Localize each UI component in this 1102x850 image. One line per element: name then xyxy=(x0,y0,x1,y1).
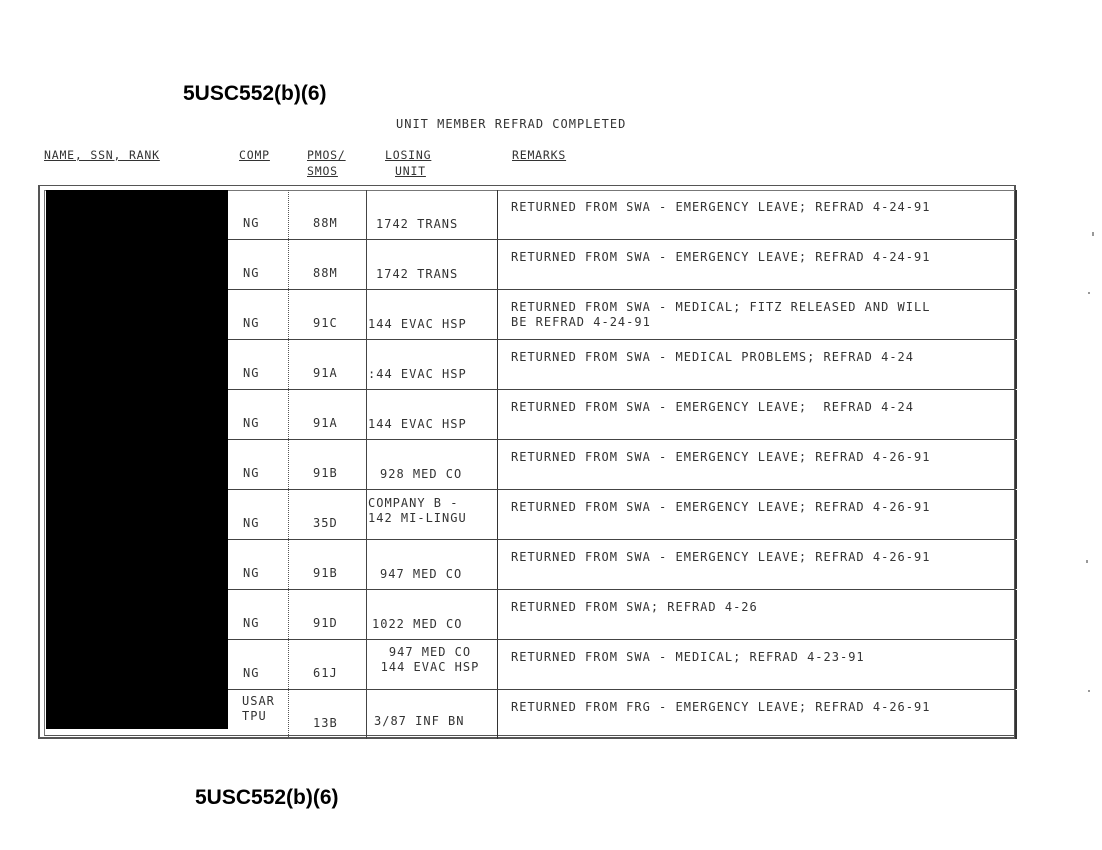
cell-losing-unit xyxy=(366,290,498,339)
unit-value: 1742 TRANS xyxy=(376,267,459,281)
table-row xyxy=(228,640,1015,690)
unit-value: 928 MED CO xyxy=(380,467,463,481)
unit-value: :44 EVAC HSP xyxy=(368,367,467,381)
header-remarks: REMARKS xyxy=(512,148,567,162)
comp-value: NG xyxy=(243,416,260,430)
cell-pmos xyxy=(288,240,367,289)
header-losing: LOSING xyxy=(385,148,432,162)
cell-comp xyxy=(228,540,289,589)
pmos-value: 91B xyxy=(313,466,338,480)
cell-losing-unit xyxy=(366,390,498,439)
cell-pmos xyxy=(288,390,367,439)
scan-speck xyxy=(1088,292,1090,294)
remarks-value: RETURNED FROM SWA - MEDICAL PROBLEMS; REFRAD 4-24 xyxy=(511,350,915,364)
cell-losing-unit xyxy=(366,340,498,389)
cell-pmos xyxy=(288,290,367,339)
cell-comp xyxy=(228,340,289,389)
pmos-value: 91C xyxy=(313,316,338,330)
comp-value: NG xyxy=(243,366,260,380)
cell-pmos xyxy=(288,590,367,639)
cell-remarks xyxy=(497,340,1017,389)
cell-remarks xyxy=(497,540,1017,589)
cell-remarks xyxy=(497,440,1017,489)
pmos-value: 91A xyxy=(313,416,338,430)
cell-remarks xyxy=(497,290,1017,339)
remarks-value: RETURNED FROM SWA - EMERGENCY LEAVE; REFRAD 4-26-91 xyxy=(511,450,931,464)
cell-comp xyxy=(228,190,289,239)
comp-value: NG xyxy=(243,216,260,230)
remarks-value: RETURNED FROM SWA - MEDICAL; REFRAD 4-23-91 xyxy=(511,650,865,664)
cell-comp xyxy=(228,290,289,339)
cell-losing-unit xyxy=(366,590,498,639)
header-smos: SMOS xyxy=(307,164,338,178)
cell-remarks xyxy=(497,490,1017,539)
cell-remarks xyxy=(497,190,1017,239)
cell-pmos xyxy=(288,190,367,239)
cell-comp xyxy=(228,490,289,539)
table-row xyxy=(228,490,1015,540)
cell-pmos xyxy=(288,690,367,739)
unit-value: 1742 TRANS xyxy=(376,217,459,231)
cell-remarks xyxy=(497,240,1017,289)
header-comp: COMP xyxy=(239,148,270,162)
table-row xyxy=(228,340,1015,390)
pmos-value: 61J xyxy=(313,666,338,680)
remarks-value: RETURNED FROM SWA; REFRAD 4-26 xyxy=(511,600,758,614)
unit-value: COMPANY B - 142 MI-LINGU xyxy=(368,496,467,525)
cell-comp xyxy=(228,390,289,439)
redaction-label-bottom: 5USC552(b)(6) xyxy=(195,786,339,809)
table-row xyxy=(228,390,1015,440)
cell-remarks xyxy=(497,390,1017,439)
table-row xyxy=(228,190,1015,240)
cell-remarks xyxy=(497,640,1017,689)
table-row xyxy=(228,590,1015,640)
cell-pmos xyxy=(288,340,367,389)
report-title: UNIT MEMBER REFRAD COMPLETED xyxy=(396,117,627,131)
cell-pmos xyxy=(288,490,367,539)
unit-value: 947 MED CO 144 EVAC HSP xyxy=(380,645,480,674)
comp-value: NG xyxy=(243,466,260,480)
cell-comp xyxy=(228,440,289,489)
comp-value: NG xyxy=(243,516,260,530)
scan-speck xyxy=(1086,560,1088,563)
cell-pmos xyxy=(288,440,367,489)
pmos-value: 91B xyxy=(313,566,338,580)
unit-value: 144 EVAC HSP xyxy=(368,317,467,331)
pmos-value: 91A xyxy=(313,366,338,380)
cell-losing-unit xyxy=(366,690,498,739)
redaction-label-top: 5USC552(b)(6) xyxy=(183,82,327,105)
redaction-block xyxy=(46,190,228,729)
scan-speck xyxy=(1092,232,1094,236)
cell-pmos xyxy=(288,640,367,689)
pmos-value: 35D xyxy=(313,516,338,530)
cell-comp xyxy=(228,690,289,739)
comp-value: NG xyxy=(243,566,260,580)
remarks-value: RETURNED FROM SWA - EMERGENCY LEAVE; REFRAD 4-26-91 xyxy=(511,500,931,514)
header-name-ssn-rank: NAME, SSN, RANK xyxy=(44,148,160,162)
comp-value: NG xyxy=(243,616,260,630)
pmos-value: 88M xyxy=(313,266,338,280)
cell-losing-unit xyxy=(366,440,498,489)
table-body xyxy=(228,190,1015,739)
cell-losing-unit xyxy=(366,190,498,239)
pmos-value: 91D xyxy=(313,616,338,630)
remarks-value: RETURNED FROM SWA - MEDICAL; FITZ RELEASED AND WILL BE REFRAD 4-24-91 xyxy=(511,300,931,329)
unit-value: 144 EVAC HSP xyxy=(368,417,467,431)
remarks-value: RETURNED FROM SWA - EMERGENCY LEAVE; REFRAD 4-24-91 xyxy=(511,250,931,264)
remarks-value: RETURNED FROM SWA - EMERGENCY LEAVE; REFRAD 4-24 xyxy=(511,400,915,414)
cell-comp xyxy=(228,590,289,639)
comp-value: NG xyxy=(243,316,260,330)
pmos-value: 13B xyxy=(313,716,338,730)
remarks-value: RETURNED FROM FRG - EMERGENCY LEAVE; REFRAD 4-26-91 xyxy=(511,700,931,714)
table-row xyxy=(228,540,1015,590)
cell-losing-unit xyxy=(366,640,498,689)
unit-value: 947 MED CO xyxy=(380,567,463,581)
table-row xyxy=(228,690,1015,739)
header-unit: UNIT xyxy=(395,164,426,178)
comp-value: NG xyxy=(243,666,260,680)
remarks-value: RETURNED FROM SWA - EMERGENCY LEAVE; REFRAD 4-26-91 xyxy=(511,550,931,564)
cell-losing-unit xyxy=(366,540,498,589)
comp-value: USAR TPU xyxy=(242,694,275,723)
table-row xyxy=(228,290,1015,340)
cell-pmos xyxy=(288,540,367,589)
cell-comp xyxy=(228,640,289,689)
cell-losing-unit xyxy=(366,490,498,539)
table-row xyxy=(228,440,1015,490)
cell-remarks xyxy=(497,690,1017,739)
pmos-value: 88M xyxy=(313,216,338,230)
unit-value: 3/87 INF BN xyxy=(374,714,465,728)
comp-value: NG xyxy=(243,266,260,280)
cell-losing-unit xyxy=(366,240,498,289)
header-pmos: PMOS/ xyxy=(307,148,346,162)
cell-comp xyxy=(228,240,289,289)
table-row xyxy=(228,240,1015,290)
cell-remarks xyxy=(497,590,1017,639)
scan-speck xyxy=(1088,690,1090,692)
remarks-value: RETURNED FROM SWA - EMERGENCY LEAVE; REFRAD 4-24-91 xyxy=(511,200,931,214)
unit-value: 1022 MED CO xyxy=(372,617,463,631)
